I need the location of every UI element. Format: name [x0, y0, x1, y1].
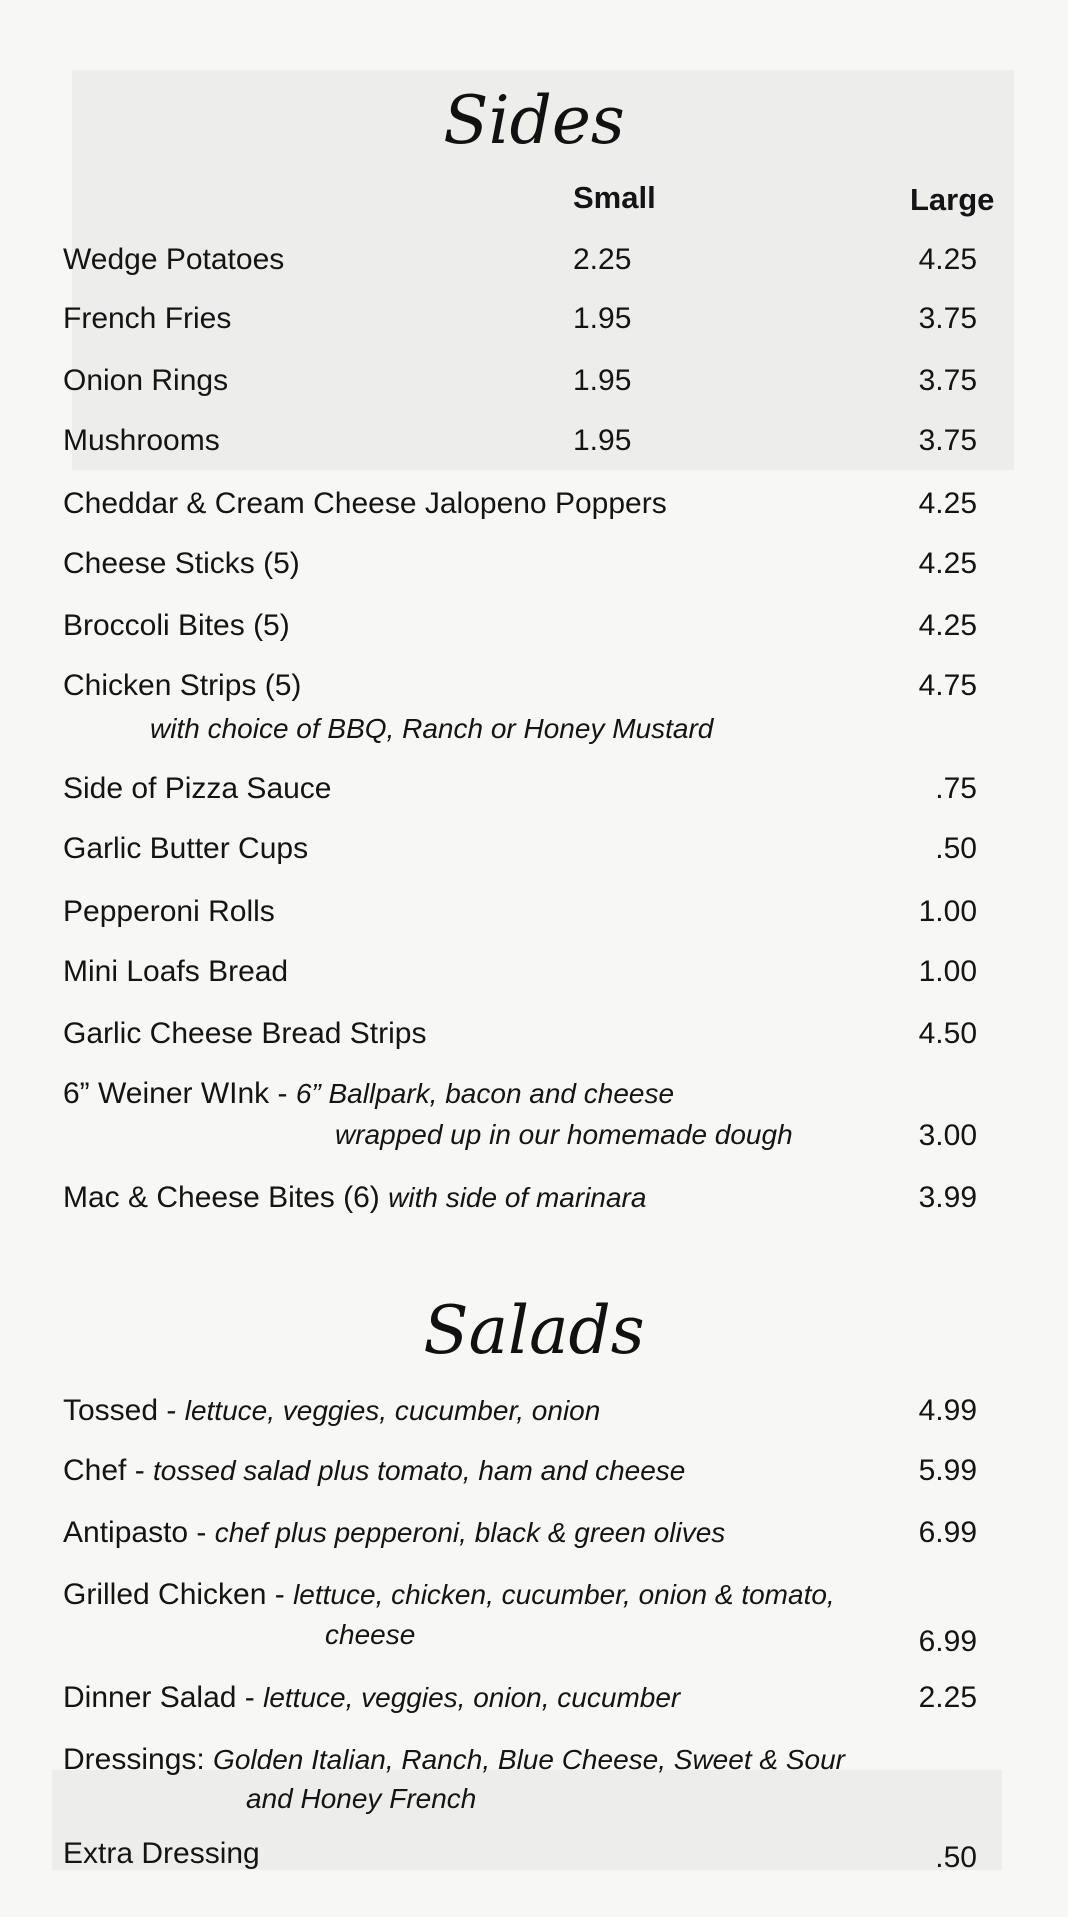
large-price: .50 [935, 832, 977, 865]
price: 2.25 [918, 1681, 977, 1714]
large-price: 3.75 [918, 302, 977, 335]
price: 5.99 [918, 1454, 977, 1487]
large-price: 3.99 [918, 1181, 977, 1214]
item-description: lettuce, veggies, onion, cucumber [263, 1682, 681, 1713]
item-name: Wedge Potatoes [63, 243, 285, 276]
item-name: Onion Rings [63, 364, 229, 397]
item-name: Antipasto - [63, 1516, 215, 1549]
item-name: Dressings: [63, 1743, 214, 1776]
item-name: Pepperoni Rolls [63, 895, 275, 928]
large-price: 3.75 [918, 424, 977, 457]
item-name: Mushrooms [63, 424, 220, 457]
item-name: Mini Loafs Bread [63, 955, 289, 988]
sides-heading: Sides [443, 82, 625, 159]
item-name-group [63, 1393, 600, 1429]
item-description: chef plus pepperoni, black & green olives [214, 1517, 726, 1548]
item-name-group [63, 1577, 835, 1613]
item-name: French Fries [63, 302, 232, 335]
item-name: Chicken Strips (5) [63, 669, 302, 702]
item-name: Side of Pizza Sauce [63, 772, 332, 805]
price: 6.99 [918, 1516, 977, 1549]
item-name-group [63, 1453, 685, 1489]
item-name: Tossed - [63, 1394, 185, 1427]
item-name: Chef - [63, 1454, 154, 1487]
item-note: with choice of BBQ, Ranch or Honey Mustard [150, 713, 714, 744]
price: .50 [935, 1841, 977, 1874]
large-price: 1.00 [918, 895, 977, 928]
item-description-line2: wrapped up in our homemade dough [335, 1119, 793, 1150]
item-name: Dinner Salad - [63, 1681, 264, 1714]
item-description: lettuce, veggies, cucumber, onion [184, 1395, 601, 1426]
large-price: 4.25 [918, 487, 977, 520]
item-name: 6” Weiner WInk - [63, 1077, 296, 1110]
item-description: tossed salad plus tomato, ham and cheese [153, 1455, 686, 1486]
item-description: Golden Italian, Ranch, Blue Cheese, Sweet & Sour [213, 1744, 845, 1775]
price: 6.99 [918, 1625, 977, 1658]
small-price: 1.95 [573, 364, 632, 397]
item-description-line2: cheese [325, 1619, 416, 1650]
salads-heading: Salads [423, 1292, 645, 1369]
item-name: Grilled Chicken - [63, 1578, 294, 1611]
large-price: 4.25 [918, 547, 977, 580]
item-name-group [63, 1515, 725, 1551]
item-name-group [63, 1180, 646, 1216]
large-price: 3.75 [918, 364, 977, 397]
item-name-group [63, 1076, 674, 1112]
large-price: 4.75 [918, 669, 977, 702]
large-price: .75 [935, 772, 977, 805]
large-price: 1.00 [918, 955, 977, 988]
item-name: Garlic Cheese Bread Strips [63, 1017, 427, 1050]
item-name: Extra Dressing [63, 1837, 260, 1870]
item-description-line2: and Honey French [246, 1783, 477, 1814]
item-description: with side of marinara [388, 1182, 647, 1213]
item-name-group [63, 1742, 845, 1778]
item-name-group [63, 1680, 680, 1716]
item-name: Cheese Sticks (5) [63, 547, 300, 580]
item-description: 6” Ballpark, bacon and cheese [295, 1078, 675, 1109]
large-price: 4.50 [918, 1017, 977, 1050]
item-description: lettuce, chicken, cucumber, onion & tomato, [293, 1579, 835, 1610]
item-name: Broccoli Bites (5) [63, 609, 290, 642]
item-name: Cheddar & Cream Cheese Jalopeno Poppers [63, 487, 667, 520]
small-price: 1.95 [573, 302, 632, 335]
small-price: 2.25 [573, 243, 632, 276]
item-name: Mac & Cheese Bites (6) [63, 1181, 389, 1214]
item-name: Garlic Butter Cups [63, 832, 309, 865]
price: 4.99 [918, 1394, 977, 1427]
small-column-header: Small [573, 180, 656, 215]
large-price: 4.25 [918, 609, 977, 642]
large-price: 4.25 [918, 243, 977, 276]
small-price: 1.95 [573, 424, 632, 457]
large-column-header: Large [910, 182, 995, 217]
large-price: 3.00 [918, 1119, 977, 1152]
